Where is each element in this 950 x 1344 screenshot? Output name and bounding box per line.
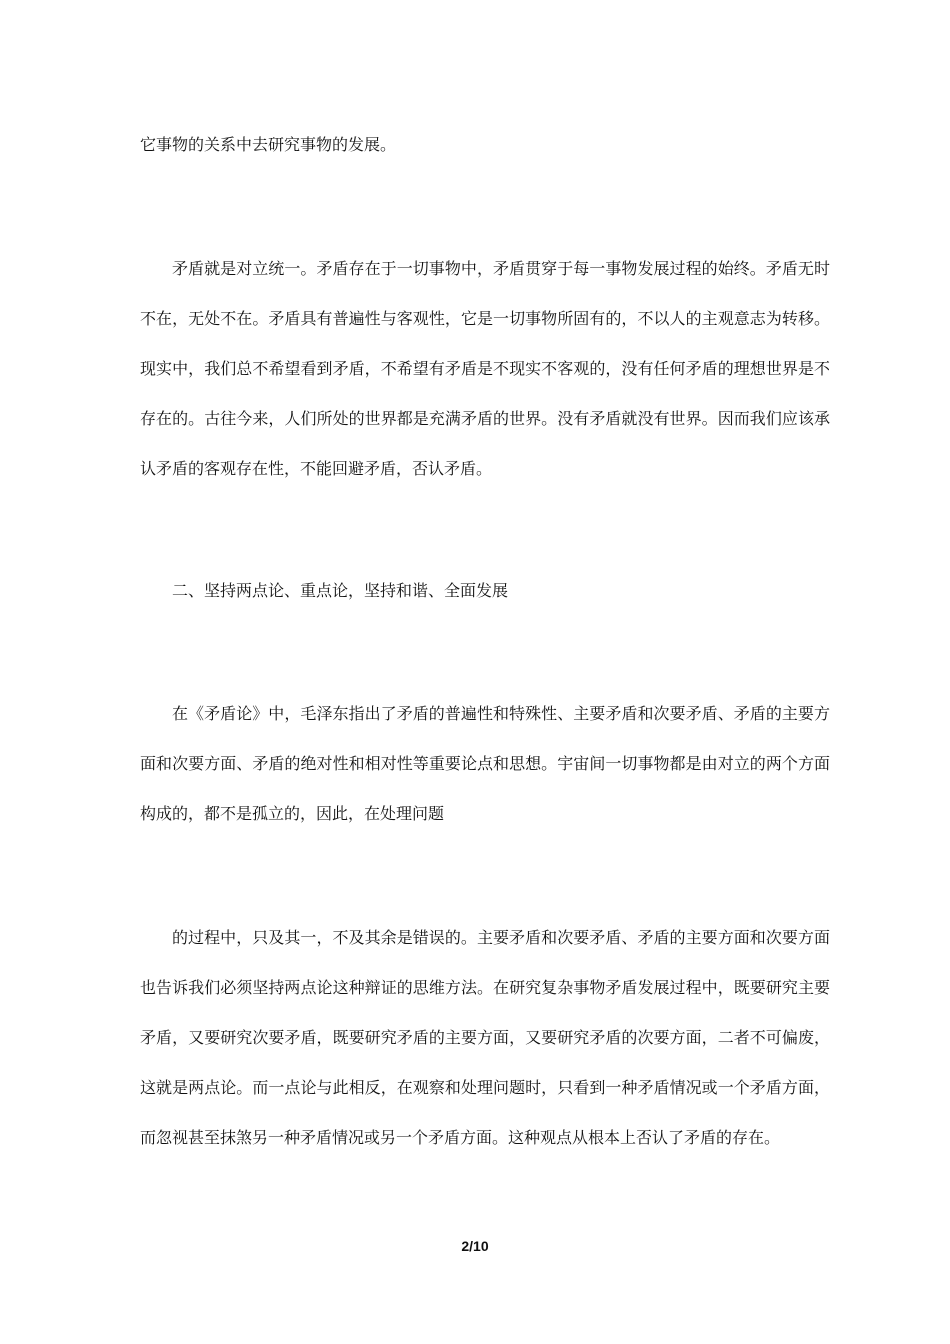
paragraph-continuation: 它事物的关系中去研究事物的发展。 <box>140 135 397 154</box>
paragraph-contradiction-unity: 矛盾就是对立统一。矛盾存在于一切事物中，矛盾贯穿于每一事物发展过程的始终。矛盾无时不在，无处不在。矛盾具有普遍性与客观性，它是一切事物所固有的，不以人的主观意志为转移。现实中，我们总不希望看到矛盾，不希望有矛盾是不现实不客观的，没有任何矛盾的理想世界是不存在的。古往今来，人们所处的世界都是充满矛盾的世界。没有矛盾就没有世界。因而我们应该承认矛盾的客观存在性，不能回避矛盾，否认矛盾。 <box>140 259 830 478</box>
section-heading: 二、坚持两点论、重点论，坚持和谐、全面发展 <box>172 581 509 600</box>
paragraph-on-contradiction: 在《矛盾论》中，毛泽东指出了矛盾的普遍性和特殊性、主要矛盾和次要矛盾、矛盾的主要方面和次要方面、矛盾的绝对性和相对性等重要论点和思想。宇宙间一切事物都是由对立的两个方面构成的，都不是孤立的，因此，在处理问题 <box>140 704 830 823</box>
paragraph-two-point-theory: 的过程中，只及其一，不及其余是错误的。主要矛盾和次要矛盾、矛盾的主要方面和次要方面也告诉我们必须坚持两点论这种辩证的思维方法。在研究复杂事物矛盾发展过程中，既要研究主要矛盾，又要研究次要矛盾，既要研究矛盾的主要方面，又要研究矛盾的次要方面，二者不可偏废，这就是两点论。而一点论与此相反，在观察和处理问题时，只看到一种矛盾情况或一个矛盾方面，而忽视甚至抹煞另一种矛盾情况或另一个矛盾方面。这种观点从根本上否认了矛盾的存在。 <box>140 928 830 1147</box>
page-number: 2/10 <box>461 1238 489 1254</box>
